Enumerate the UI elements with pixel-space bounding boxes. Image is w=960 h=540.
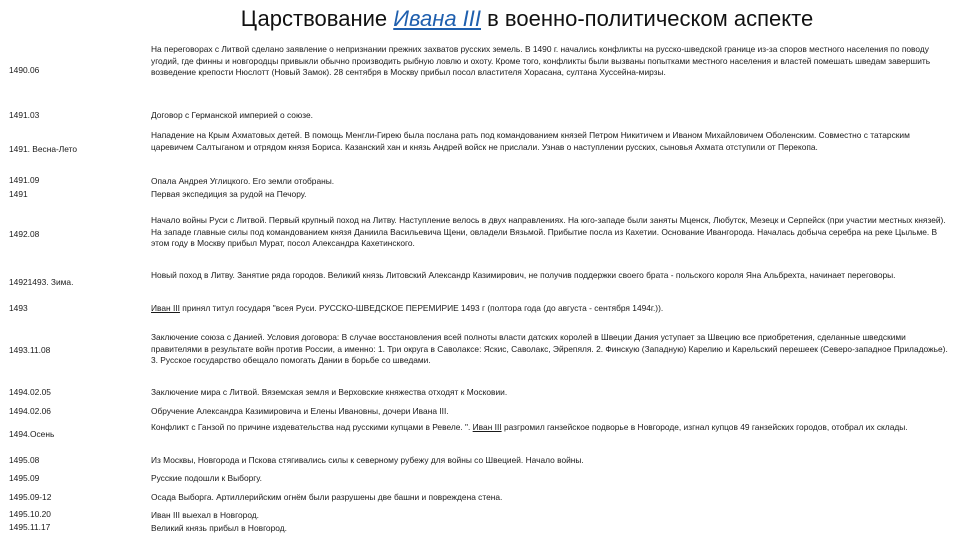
row-description: Обручение Александра Казимировича и Елены Ивановны, дочери Ивана III. xyxy=(151,406,449,416)
row-description: Из Москвы, Новгорода и Пскова стягивались силы к северному рубежу для войны со Швецией. Начало войны. xyxy=(151,455,584,465)
row-description: На переговорах с Литвой сделано заявление о непризнании прежних захватов русских земель. В 1490 г. начались конфликты на русско-шведской границе из-за споров местного населения по поводу угодий, где финны и новгородцы привыкли обычно производить рыбную ловлю и охоту. Кроме того, конфликты были вызваны попытками местного населения и властей помешать шведам завершить возведение крепости Нюслотт (Новый Замок). 28 сентября в Москву прибыл посол властителя Хорасана, султана Хуссейна-мирзы. xyxy=(151,44,931,78)
row-date: 1491. Весна-Лето xyxy=(9,144,78,154)
row-description: Осада Выборга. Артиллерийским огнём были разрушены две башни и повреждена стена. xyxy=(151,492,503,502)
row-description xyxy=(151,303,951,315)
row-date: 1490.06 xyxy=(9,65,40,75)
row-description: Договор с Германской империей о союзе. xyxy=(151,110,313,120)
row-date: 14921493. Зима. xyxy=(9,277,74,287)
row-date: 1493 xyxy=(9,303,28,313)
row-description-pre: Конфликт с Ганзой по причине издевательства над русскими купцами в Ревеле. ". xyxy=(151,422,473,432)
page-title xyxy=(0,6,960,32)
row-description: Заключение союза с Данией. Условия договора: В случае восстановления всей полноты власти датских королей в Швеции Дания уступает за Швецию все приобретения, сделанные шведскими правителями в результате войн против России, а именно: 1. Три округа в Саволаксе: Яскис, Саволакс, Эйрепяля. 2. Финскую (Западную) Карелию и Карельский перешеек (Северо-западное Приладожье). 3. Русское государство обещало помогать Дании в борьбе со шведами. xyxy=(151,332,948,366)
row-description xyxy=(151,422,951,434)
row-date: 1495.08 xyxy=(9,455,40,465)
row-description: Заключение мира с Литвой. Вяземская земля и Верховские княжества отходят к Московии. xyxy=(151,387,508,397)
row-description-text: принял титул государя "всея Руси. РУССКО-ШВЕДСКОЕ ПЕРЕМИРИЕ 1493 г (полтора года (до августа - сентября 1494г.)). xyxy=(179,303,664,313)
row-description-text: разгромил ганзейское подворье в Новгороде, изгнал купцов 49 ганзейских городов, отобрал их склады. xyxy=(501,422,908,432)
row-date: 1492.08 xyxy=(9,229,40,239)
row-description: Новый поход в Литву. Занятие ряда городов. Великий князь Литовский Александр Казимирович, не получив поддержки своего брата - польского короля Яна Альбрехта, начинает переговоры. xyxy=(151,270,896,280)
row-date: 1491.09 1491 xyxy=(9,175,40,199)
ivan-link[interactable]: Иван III xyxy=(151,303,180,313)
row-date: 1494.02.06 xyxy=(9,406,51,416)
title-suffix: в военно-политическом аспекте xyxy=(481,6,814,31)
row-description: Опала Андрея Углицкого. Его земли отобраны. Первая экспедиция за рудой на Печору. xyxy=(151,176,335,199)
title-prefix: Царствование xyxy=(240,6,394,31)
row-description: Начало войны Руси с Литвой. Первый крупный поход на Литву. Наступление велось в двух направлениях. На юго-западе были заняты Мценск, Любутск, Мезецк и Серпейск (при участии местных князей). На западе главные силы под командованием князя Даниила Васильевича Щени, овладели Вязьмой. Прибытие посла из Кахетии. Основание Ивангорода. Началась добыча серебра на реке Цыльме. В этом году в Москву прибыл Мурат, посол Александра Кахетинского. xyxy=(151,215,946,249)
ivan-link[interactable]: Иван III xyxy=(472,422,502,432)
row-date: 1494.Осень xyxy=(9,429,55,439)
row-date: 1495.09-12 xyxy=(9,492,52,502)
row-date: 1495.10.20 1495.11.17 xyxy=(9,509,51,532)
row-date: 1495.09 xyxy=(9,473,40,483)
row-date: 1494.02.05 xyxy=(9,387,51,397)
row-description: Иван III выехал в Новгород. Великий князь прибыл в Новгород. xyxy=(151,510,287,533)
row-date: 1493.11.08 xyxy=(9,345,51,355)
title-ruler-link[interactable]: Ивана III xyxy=(393,6,481,31)
row-date: 1491.03 xyxy=(9,110,40,120)
row-description: Русские подошли к Выборгу. xyxy=(151,473,262,483)
row-description: Нападение на Крым Ахматовых детей. В помощь Менгли-Гирею была послана рать под командованием князей Петром Никитичем и Иваном Михайловичем Оболенским. Совместно с татарским царевичем Салтыганом и отрядом князя Бориса. Казанский хан и князь Андрей войск не прислали. Узнав о наступлении русских, сыновья Ахмата отступили от Перекопа. xyxy=(151,130,910,152)
